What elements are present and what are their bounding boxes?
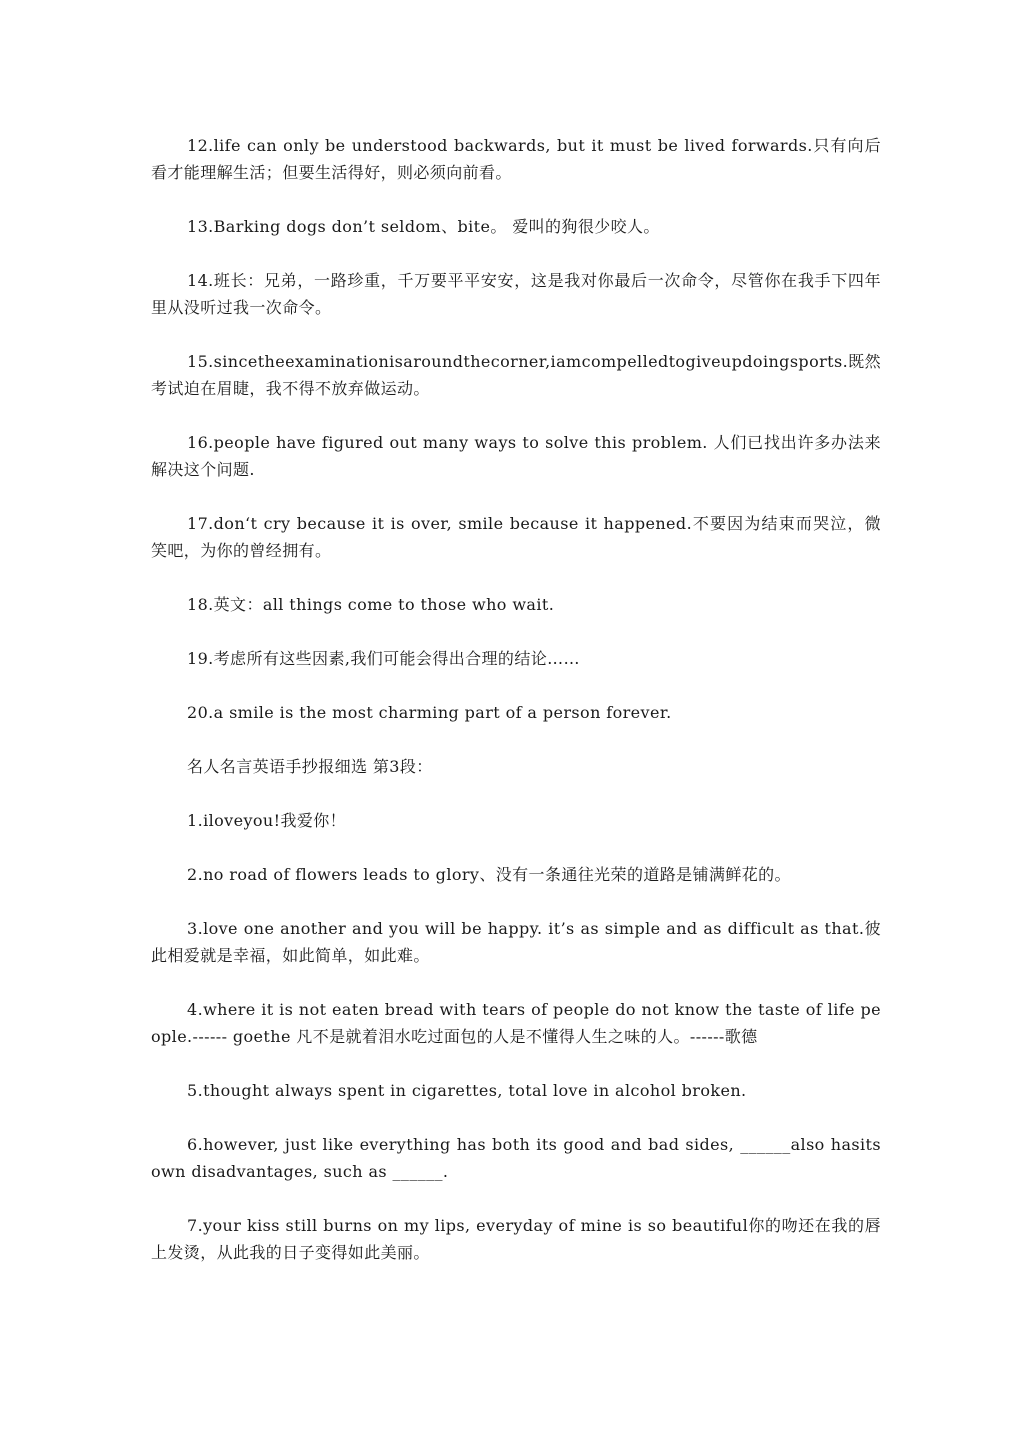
quote-paragraph-20: 20.a smile is the most charming part of a person forever.	[187, 703, 672, 722]
document-body	[151, 132, 881, 1293]
section-heading: 名人名言英语手抄报细选 第3段：	[187, 757, 433, 776]
quote-paragraph-3: 3.love one another and you will be happy. it’s as simple and as difficult as that.彼此相爱就是幸福，如此简单，如此难。	[151, 919, 881, 965]
quote-paragraph-17: 17.don‘t cry because it is over, smile because it happened.不要因为结束而哭泣，微笑吧，为你的曾经拥有。	[151, 514, 881, 560]
quote-paragraph-14: 14.班长：兄弟，一路珍重，千万要平平安安，这是我对你最后一次命令，尽管你在我手下四年里从没听过我一次命令。	[151, 271, 881, 317]
quote-paragraph-13: 13.Barking dogs don’t seldom、bite。 爱叫的狗很少咬人。	[187, 217, 660, 236]
quote-paragraph-15: 15.sincetheexaminationisaroundthecorner,iamcompelledtogiveupdoingsports.既然考试迫在眉睫，我不得不放弃做运动。	[151, 352, 881, 398]
quote-paragraph-6: 6.however, just like everything has both its good and bad sides, ______also hasits own disadvantages, such as ______.	[151, 1135, 881, 1181]
quote-paragraph-16: 16.people have figured out many ways to solve this problem. 人们已找出许多办法来解决这个问题.	[151, 433, 881, 479]
quote-paragraph-7: 7.your kiss still burns on my lips, everyday of mine is so beautiful你的吻还在我的唇上发烫，从此我的日子变得如此美丽。	[151, 1216, 881, 1262]
quote-paragraph-19: 19.考虑所有这些因素,我们可能会得出合理的结论……	[187, 649, 580, 668]
quote-paragraph-12: 12.life can only be understood backwards, but it must be lived forwards.只有向后看才能理解生活；但要生活得好，则必须向前看。	[151, 136, 881, 182]
quote-paragraph-1: 1.iloveyou!我爱你！	[187, 811, 347, 830]
quote-paragraph-2: 2.no road of flowers leads to glory、没有一条通往光荣的道路是铺满鲜花的。	[187, 865, 791, 884]
quote-paragraph-5: 5.thought always spent in cigarettes, total love in alcohol broken.	[187, 1081, 747, 1100]
quote-paragraph-18: 18.英文：all things come to those who wait.	[187, 595, 555, 614]
quote-paragraph-4: 4.where it is not eaten bread with tears of people do not know the taste of life people.------ goethe 凡不是就着泪水吃过面包的人是不懂得人生之味的人。------歌德	[151, 1000, 881, 1046]
